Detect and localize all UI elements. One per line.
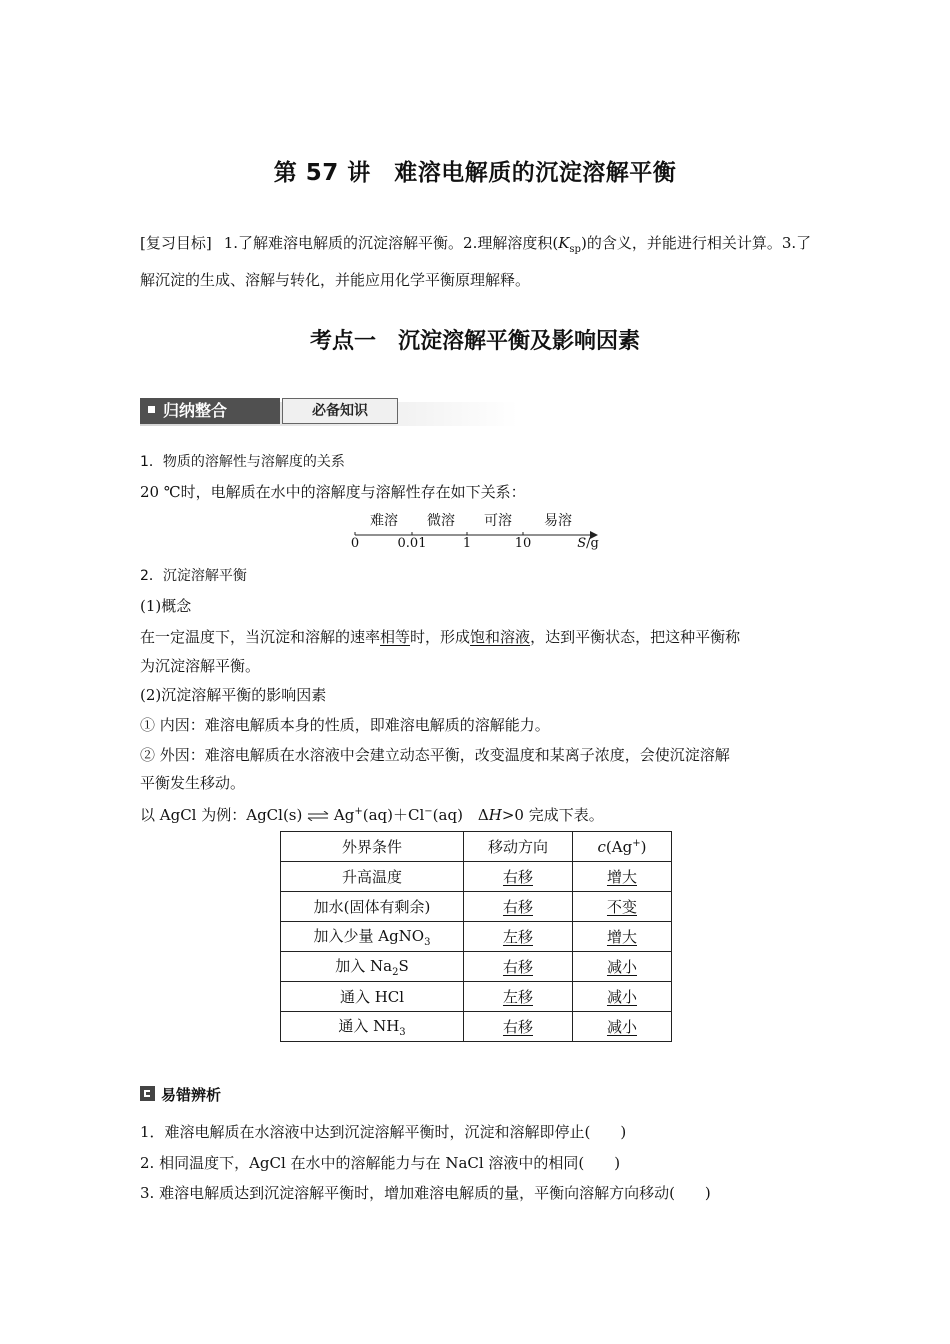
square-icon xyxy=(148,406,155,413)
table-header-cell: 移动方向 xyxy=(464,832,573,862)
table-row xyxy=(281,1012,672,1042)
table-cell: 左移 xyxy=(464,982,573,1012)
concept-text-cont: 为沉淀溶解平衡。 xyxy=(140,657,261,675)
error-item: 2. 相同温度下，AgCl 在水中的溶解能力与在 NaCl 溶液中的相同( ) xyxy=(140,1154,621,1172)
solubility-intro: 20 ℃时，电解质在水中的溶解度与溶解性存在如下关系： xyxy=(140,483,526,501)
table-cell: 右移 xyxy=(464,1012,573,1042)
inner-factor: ① 内因：难溶电解质本身的性质，即难溶电解质的溶解能力。 xyxy=(140,716,550,734)
error-item: 3. 难溶电解质达到沉淀溶解平衡时，增加难溶电解质的量，平衡向溶解方向移动( ) xyxy=(140,1184,711,1202)
knowledge-banner xyxy=(140,398,518,428)
table-row xyxy=(281,982,672,1012)
table-cell: 减小 xyxy=(573,982,672,1012)
outer-factor-cont: 平衡发生移动。 xyxy=(140,774,246,792)
table-cell: 增大 xyxy=(573,922,672,952)
error-analysis-heading: 易错辨析 xyxy=(140,1084,221,1106)
error-item: 1．难溶电解质在水溶液中达到沉淀溶解平衡时，沉淀和溶解即停止( ) xyxy=(140,1123,627,1141)
table-cell: 升高温度 xyxy=(281,862,464,892)
scale-tick: 1 xyxy=(462,536,472,551)
agcl-example: 以 AgCl 为例：AgCl(s) Ag+(aq)＋Cl−(aq) ΔH>0 完成下表。 xyxy=(140,801,604,827)
scale-tick: 10 xyxy=(514,536,532,551)
table-cell: 增大 xyxy=(573,862,672,892)
scale-axis-label: S/g xyxy=(577,536,599,551)
table-cell: 减小 xyxy=(573,1012,672,1042)
table-cell: 加入少量 AgNO$_3$ xyxy=(281,922,464,952)
table-cell: 右移 xyxy=(464,892,573,922)
equilibrium-arrow-icon xyxy=(307,805,329,827)
scale-tick: 0 xyxy=(350,536,360,551)
scale-label: 易溶 xyxy=(544,513,572,529)
solubility-scale xyxy=(340,508,610,558)
table-header xyxy=(281,832,672,862)
outer-factor: ② 外因：难溶电解质在水溶液中会建立动态平衡，改变温度和某离子浓度，会使沉淀溶解 xyxy=(140,746,730,764)
subheading-concept: (1)概念 xyxy=(140,597,192,615)
heading-solubility: 1．物质的溶解性与溶解度的关系 xyxy=(140,454,345,470)
agcl-table xyxy=(280,831,672,1042)
table-row xyxy=(281,952,672,982)
scale-label: 可溶 xyxy=(484,513,512,529)
table-cell: 加入 $Na_2S$ xyxy=(281,952,464,982)
table-header-cell: c(Ag+) xyxy=(573,832,672,862)
table-row xyxy=(281,892,672,922)
scale-tick: 0.01 xyxy=(397,536,427,551)
section-title: 考点一 沉淀溶解平衡及影响因素 xyxy=(309,329,640,354)
table-row xyxy=(281,862,672,892)
table-row xyxy=(281,922,672,952)
table-cell: 通入 HCl xyxy=(281,982,464,1012)
table-cell: 减小 xyxy=(573,952,672,982)
lecture-title: 第 57 讲 难溶电解质的沉淀溶解平衡 xyxy=(273,160,677,186)
table-header-cell: 外界条件 xyxy=(281,832,464,862)
table-cell: 通入 $NH_3$ xyxy=(281,1012,464,1042)
table-cell: 右移 xyxy=(464,862,573,892)
review-goals: [复习目标] 1.了解难溶电解质的沉淀溶解平衡。2.理解溶度积$(K_{sp})$的含义，并能进行相关计算。3.了解沉淀的生成、溶解与转化，并能应用化学平衡原理解释。 xyxy=(140,234,812,289)
scale-label: 难溶 xyxy=(370,513,398,529)
table-cell: 加水(固体有剩余) xyxy=(281,892,464,922)
table-cell: 右移 xyxy=(464,952,573,982)
banner-right: 必备知识 xyxy=(282,398,398,424)
review-goals-tag: [复习目标] xyxy=(140,234,212,252)
error-analysis-icon xyxy=(140,1086,155,1101)
heading-equilibrium: 2．沉淀溶解平衡 xyxy=(140,568,247,584)
banner-left: 归纳整合 xyxy=(140,398,280,424)
table-cell: 不变 xyxy=(573,892,672,922)
concept-text: 在一定温度下，当沉淀和溶解的速率相等时，形成饱和溶液，达到平衡状态，把这种平衡称 xyxy=(140,628,741,646)
scale-label: 微溶 xyxy=(427,513,455,529)
table-cell: 左移 xyxy=(464,922,573,952)
subheading-factors: (2)沉淀溶解平衡的影响因素 xyxy=(140,686,327,704)
